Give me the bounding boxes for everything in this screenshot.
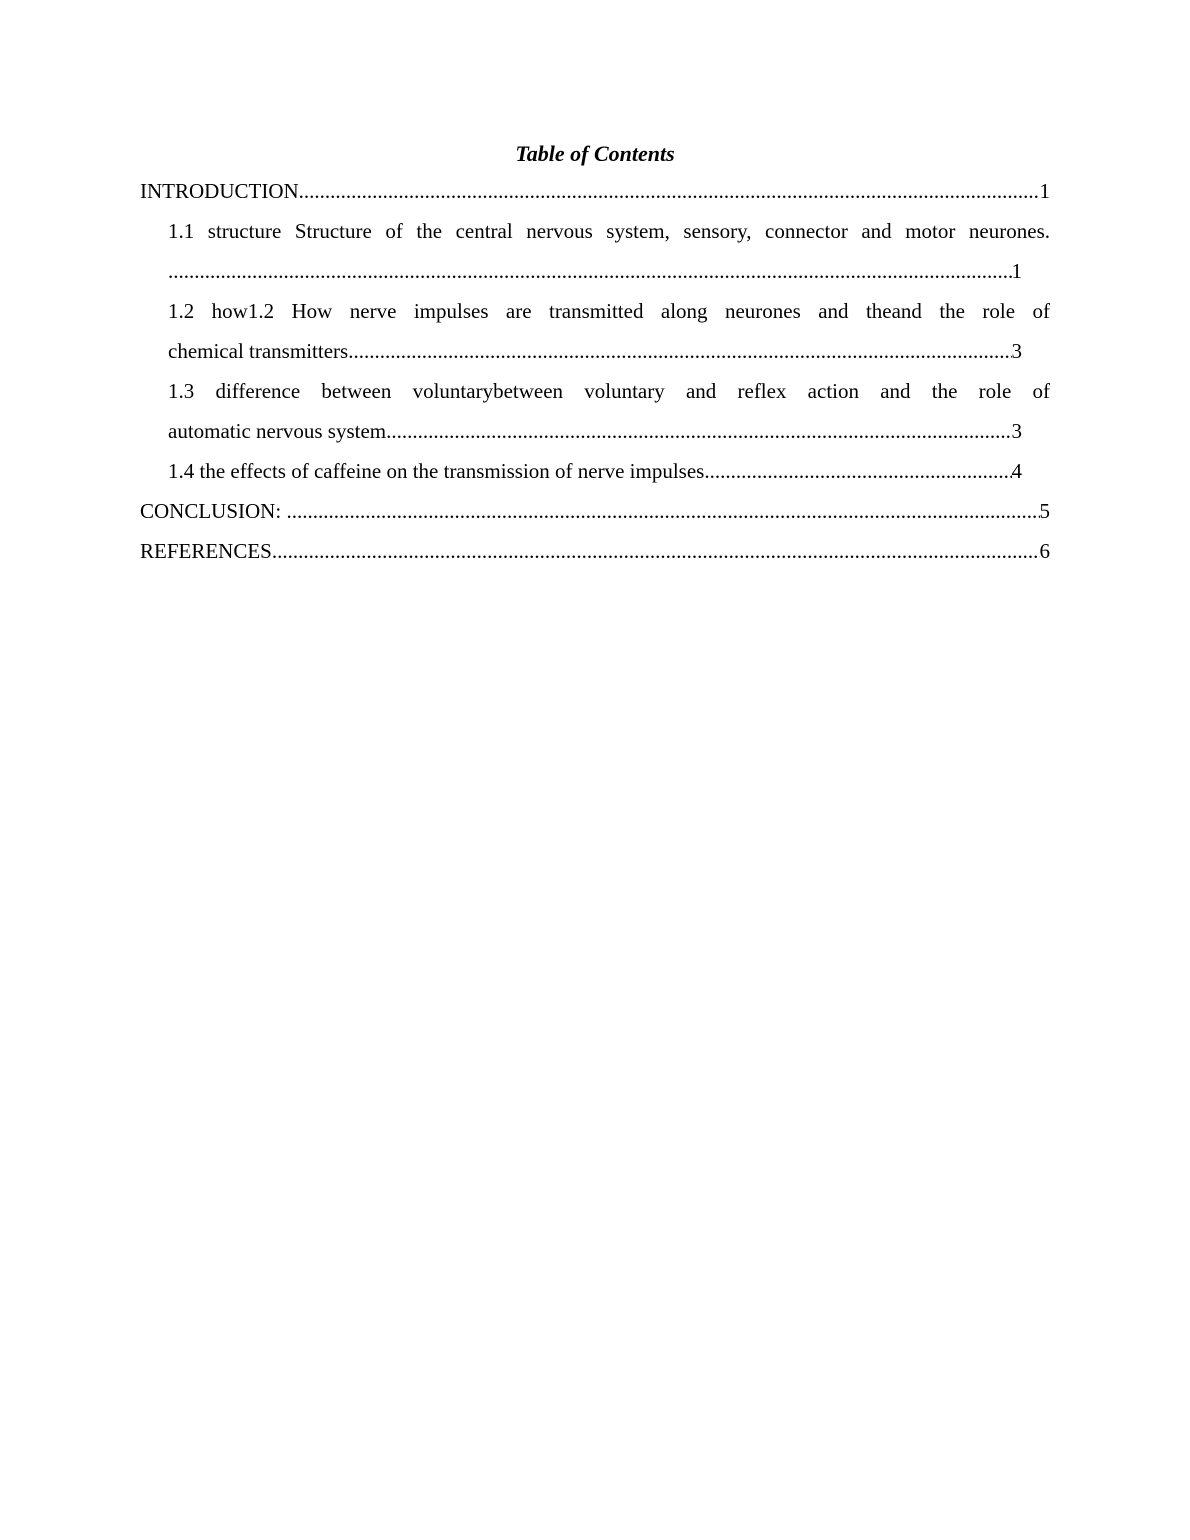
toc-entry-label: 1.4 the effects of caffeine on the transmission of nerve impulses: [168, 459, 705, 483]
toc-entry-label: INTRODUCTION: [140, 179, 299, 203]
dot-leader: [168, 251, 1012, 291]
dot-leader: [299, 171, 1040, 211]
toc-entry-references[interactable]: [140, 531, 1050, 571]
toc-entry-1-3[interactable]: [168, 371, 1050, 411]
toc-entry-1-1-leader[interactable]: [168, 251, 1022, 291]
toc-page-number: 6: [1039, 539, 1050, 563]
toc-entry-conclusion[interactable]: [140, 491, 1050, 531]
toc-title: Table of Contents: [515, 141, 675, 166]
toc-entry-label: 1.1 structure Structure of the central nervous system, sensory, connector and motor neurones.: [168, 219, 1050, 243]
toc-entry-label: 1.3 difference between voluntarybetween voluntary and reflex action and the role of: [168, 379, 1050, 403]
table-of-contents: [140, 136, 1050, 571]
dot-leader: [386, 411, 1011, 451]
toc-page-number: 1: [1039, 179, 1050, 203]
dot-leader: [272, 531, 1040, 571]
dot-leader: [348, 331, 1011, 371]
dot-leader: [286, 491, 1039, 531]
toc-entry-label: REFERENCES: [140, 539, 272, 563]
toc-entry-label-continued: chemical transmitters: [168, 339, 349, 363]
toc-entry-label-continued: automatic nervous system: [168, 419, 387, 443]
toc-page-number: 3: [1011, 339, 1022, 363]
toc-entry-1-3-leader[interactable]: [168, 411, 1022, 451]
toc-page-number: 1: [1011, 259, 1022, 283]
toc-page-number: 5: [1039, 499, 1050, 523]
toc-entry-1-2-leader[interactable]: [168, 331, 1022, 371]
toc-entry-label: CONCLUSION:: [140, 499, 287, 523]
dot-leader: [704, 451, 1011, 491]
toc-entry-1-1[interactable]: [168, 211, 1050, 251]
toc-page-number: 4: [1011, 459, 1022, 483]
toc-entry-label: 1.2 how1.2 How nerve impulses are transmitted along neurones and theand the role of: [168, 299, 1050, 323]
toc-page-number: 3: [1011, 419, 1022, 443]
toc-entry-1-4[interactable]: [168, 451, 1022, 491]
toc-entry-1-2[interactable]: [168, 291, 1050, 331]
toc-entry-introduction[interactable]: [140, 171, 1050, 211]
